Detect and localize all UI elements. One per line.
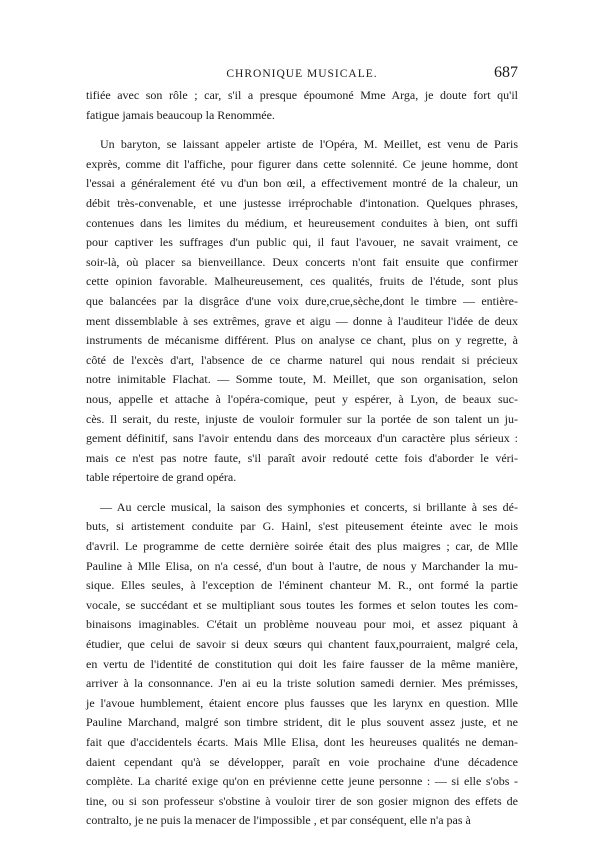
text-line: nous, appelle et attache à l'opéra-comique, peut y espérer, à Lyon, de beaux suc-	[86, 391, 518, 406]
text-line: contenues dans les limites du médium, et heureusement conduites à bien, ont suffi	[86, 215, 518, 230]
text-line: table répertoire de grand opéra.	[86, 470, 237, 485]
paragraph	[86, 498, 518, 831]
text-line: l'essai a généralement été vu d'un bon œil, a effectivement montré de la chaleur, un	[86, 176, 518, 191]
text-line: complète. La charité exige qu'on en prévienne cette jeune personne : — si elle s'obs -	[86, 774, 518, 789]
text-line: daient cependant qu'à se développer, paraît en voie prochaine d'une décadence	[86, 754, 518, 769]
body-text	[86, 86, 518, 831]
text-line: que balancées par la disgrâce d'une voix dure,crue,sèche,dont le timbre — entière-	[86, 293, 518, 308]
text-line: cette opinion favorable. Malheureusement, ces qualités, fruits de l'étude, sont plus	[86, 274, 518, 289]
text-line: côté de l'excès d'art, l'absence de ce charme naturel qui nous rendait si précieux	[86, 352, 518, 367]
paragraph	[86, 135, 518, 488]
text-line: — Au cercle musical, la saison des symphonies et concerts, si brillante à ses dé-	[100, 499, 518, 514]
text-line: soir-là, où placer sa bienveillance. Deux concerts n'ont fait ensuite que confirmer	[86, 254, 518, 269]
text-line: binaisons imaginables. C'était un problème nouveau pour moi, et assez piquant à	[86, 617, 518, 632]
text-line: notre inimitable Flachat. — Somme toute, M. Meillet, que son organisation, selon	[86, 372, 518, 387]
text-line: pour captiver les suffrages d'un public qui, il faut l'avouer, ne savait vraiment, ce	[86, 235, 518, 250]
text-line: je l'avoue humblement, étaient encore plus fausses que les larynx en question. Mlle	[86, 695, 518, 710]
text-line: instruments de mécanisme différent. Plus on analyse ce chant, plus on y regrette, à	[86, 333, 518, 348]
text-line: arriver à la consonnance. J'en ai eu la triste solution samedi dernier. Mes prémisses,	[86, 676, 518, 691]
paragraph-gap	[86, 125, 518, 135]
text-line: ment dissemblable à ses extrêmes, grave et aigu — donne à l'auditeur l'idée de deux	[86, 313, 518, 328]
page-header	[86, 60, 518, 86]
text-line: cès. Il serait, du reste, injuste de vouloir formuler sur la portée de son talent un ju-	[86, 411, 518, 426]
text-line: contralto, je ne puis la menacer de l'impossible , et par conséquent, elle n'a pas à	[86, 813, 471, 828]
text-line: sique. Elles seules, à l'exception de l'éminent chanteur M. R., ont formé la partie	[86, 578, 518, 593]
text-line: mais ce n'est pas notre faute, s'il paraît avoir redouté cette fois d'aborder le véri-	[86, 450, 518, 465]
text-line: tine, ou si son professeur s'obstine à vouloir tirer de son gosier mignon des effets de	[86, 793, 518, 808]
running-title: CHRONIQUE MUSICALE.	[226, 68, 378, 80]
text-line: Pauline Marchand, malgré son timbre strident, dit le plus souvent assez juste, et ne	[86, 715, 518, 730]
text-line: d'avril. Le programme de cette dernière soirée était des plus maigres ; car, de Mlle	[86, 539, 518, 554]
text-line: Pauline à Mlle Elisa, on n'a cessé, d'un bout à l'autre, de nous y Marchander la mu-	[86, 558, 518, 573]
text-line: gement définitif, sans l'avoir entendu dans des morceaux d'un caractère plus sérieux :	[86, 431, 518, 446]
text-line: étudier, que celui de savoir si deux sœurs qui chantent faux,pourraient, malgré cela,	[86, 637, 518, 652]
paragraph	[86, 86, 518, 125]
text-line: Un baryton, se laissant appeler artiste de l'Opéra, M. Meillet, est venu de Paris	[100, 137, 518, 152]
text-line: fait que d'accidentels écarts. Mais Mlle Elisa, dont les heureuses qualités ne deman-	[86, 735, 518, 749]
page-number: 687	[494, 64, 518, 81]
text-line: exprès, comme dit l'affiche, pour figurer dans cette solennité. Ce jeune homme, dont	[86, 156, 518, 171]
document-page	[86, 60, 518, 831]
text-line: fatigue jamais beaucoup la Renommée.	[86, 107, 275, 122]
text-line: tifiée avec son rôle ; car, s'il a presque époumoné Mme Arga, je doute fort qu'il	[86, 88, 518, 102]
text-line: vocale, se succédant et se multipliant sous toutes les formes et selon toutes les com-	[86, 597, 518, 612]
paragraph-gap	[86, 488, 518, 498]
text-line: buts, si artistement conduite par G. Hainl, s'est piteusement éteinte avec le mois	[86, 519, 518, 534]
text-line: en vertu de l'identité de constitution qui doit les faire fausser de la même manière,	[86, 656, 518, 671]
text-line: débit très-convenable, et une justesse irréprochable d'intonation. Quelques phrases,	[86, 195, 518, 210]
